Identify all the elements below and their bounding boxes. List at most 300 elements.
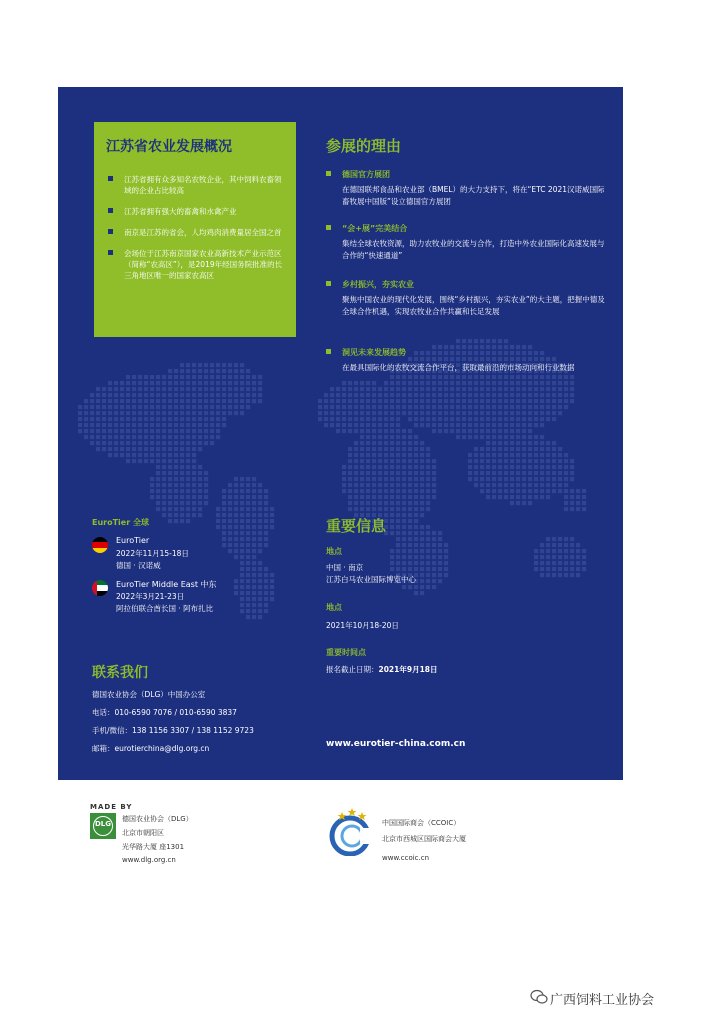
map-dot <box>456 429 460 433</box>
map-dot <box>216 411 220 415</box>
map-dot <box>402 441 406 445</box>
map-dot <box>528 375 532 379</box>
map-dot <box>258 483 262 487</box>
deadline-line: 报名截止日期：2021年9月18日 <box>326 665 438 674</box>
map-dot <box>240 495 244 499</box>
map-dot <box>516 483 520 487</box>
map-dot <box>558 537 562 541</box>
map-dot <box>522 441 526 445</box>
map-dot <box>138 411 142 415</box>
map-dot <box>504 465 508 469</box>
map-dot <box>366 447 370 451</box>
map-dot <box>258 597 262 601</box>
map-dot <box>552 381 556 385</box>
overview-item: 南京是江苏的省会，人均鸡肉消费量居全国之首 <box>106 227 284 238</box>
map-dot <box>540 417 544 421</box>
map-dot <box>492 417 496 421</box>
map-dot <box>444 549 448 553</box>
map-dot <box>468 453 472 457</box>
map-dot <box>360 429 364 433</box>
map-dot <box>222 537 226 541</box>
map-dot <box>420 447 424 451</box>
map-dot <box>258 603 262 607</box>
map-dot <box>432 537 436 541</box>
map-dot <box>150 393 154 397</box>
map-dot <box>252 549 256 553</box>
event-date: 2022年11月15-18日 <box>116 549 189 558</box>
map-dot <box>234 525 238 529</box>
map-dot <box>426 393 430 397</box>
map-dot <box>114 399 118 403</box>
map-dot <box>492 447 496 451</box>
map-dot <box>390 423 394 427</box>
overview-item: 江苏省拥有强大的畜禽和水禽产业 <box>106 206 284 217</box>
map-dot <box>492 381 496 385</box>
map-dot <box>492 387 496 391</box>
wechat-account-name: 广西饲料工业协会 <box>550 993 655 1008</box>
map-dot <box>162 465 166 469</box>
map-dot <box>462 375 466 379</box>
map-dot <box>474 429 478 433</box>
map-dot <box>462 411 466 415</box>
map-dot <box>342 381 346 385</box>
map-dot <box>240 561 244 565</box>
map-dot <box>240 543 244 547</box>
map-dot <box>156 459 160 463</box>
map-dot <box>120 429 124 433</box>
bullet-square-icon <box>326 281 331 286</box>
map-dot <box>252 501 256 505</box>
map-dot <box>186 423 190 427</box>
map-dot <box>90 411 94 415</box>
map-dot <box>114 393 118 397</box>
map-dot <box>420 579 424 583</box>
map-dot <box>258 549 262 553</box>
map-dot <box>96 417 100 421</box>
map-dot <box>216 417 220 421</box>
map-dot <box>450 411 454 415</box>
map-dot <box>570 477 574 481</box>
map-dot <box>246 567 250 571</box>
map-dot <box>414 465 418 469</box>
map-dot <box>378 459 382 463</box>
map-dot <box>396 531 400 535</box>
map-dot <box>216 525 220 529</box>
map-dot <box>258 609 262 613</box>
map-dot <box>366 489 370 493</box>
map-dot <box>162 477 166 481</box>
map-dot <box>228 549 232 553</box>
map-dot <box>210 423 214 427</box>
map-dot <box>210 429 214 433</box>
map-dot <box>264 495 268 499</box>
map-dot <box>336 393 340 397</box>
map-dot <box>498 489 502 493</box>
map-dot <box>234 489 238 493</box>
map-dot <box>570 495 574 499</box>
map-dot <box>342 483 346 487</box>
map-dot <box>474 423 478 427</box>
map-dot <box>444 411 448 415</box>
map-dot <box>558 405 562 409</box>
map-dot <box>360 447 364 451</box>
map-dot <box>390 549 394 553</box>
map-dot <box>246 393 250 397</box>
map-dot <box>156 387 160 391</box>
event-place: 德国 · 汉诺威 <box>116 561 161 570</box>
map-dot <box>240 513 244 517</box>
map-dot <box>438 393 442 397</box>
map-dot <box>372 459 376 463</box>
map-dot <box>450 423 454 427</box>
map-dot <box>552 405 556 409</box>
map-dot <box>252 513 256 517</box>
map-dot <box>414 495 418 499</box>
map-dot <box>486 435 490 439</box>
map-dot <box>186 375 190 379</box>
map-dot <box>366 411 370 415</box>
map-dot <box>564 555 568 559</box>
map-dot <box>414 507 418 511</box>
map-dot <box>360 471 364 475</box>
reason-heading: “会+展”完美结合 <box>326 223 606 234</box>
map-dot <box>546 405 550 409</box>
map-dot <box>402 549 406 553</box>
map-dot <box>546 441 550 445</box>
map-dot <box>408 459 412 463</box>
map-dot <box>138 381 142 385</box>
map-dot <box>426 381 430 385</box>
location-line1: 中国 · 南京 <box>326 563 364 572</box>
map-dot <box>354 483 358 487</box>
map-dot <box>198 393 202 397</box>
map-dot <box>582 501 586 505</box>
map-dot <box>390 513 394 517</box>
map-dot <box>396 495 400 499</box>
map-dot <box>264 543 268 547</box>
map-dot <box>180 453 184 457</box>
map-dot <box>480 423 484 427</box>
map-dot <box>432 531 436 535</box>
map-dot <box>558 573 562 577</box>
map-dot <box>420 525 424 529</box>
map-dot <box>96 405 100 409</box>
map-dot <box>450 387 454 391</box>
map-dot <box>168 411 172 415</box>
map-dot <box>168 429 172 433</box>
map-dot <box>270 591 274 595</box>
map-dot <box>222 369 226 373</box>
map-dot <box>258 543 262 547</box>
map-dot <box>444 393 448 397</box>
map-dot <box>564 567 568 571</box>
map-dot <box>546 477 550 481</box>
map-dot <box>408 483 412 487</box>
map-dot <box>168 393 172 397</box>
map-dot <box>558 375 562 379</box>
map-dot <box>126 399 130 403</box>
map-dot <box>408 441 412 445</box>
map-dot <box>348 459 352 463</box>
map-dot <box>204 363 208 367</box>
map-dot <box>408 495 412 499</box>
map-dot <box>138 459 142 463</box>
map-dot <box>180 483 184 487</box>
map-dot <box>426 543 430 547</box>
bullet-square-icon <box>108 176 113 181</box>
map-dot <box>552 459 556 463</box>
map-dot <box>120 447 124 451</box>
map-dot <box>534 447 538 451</box>
map-dot <box>546 573 550 577</box>
map-dot <box>546 543 550 547</box>
map-dot <box>582 549 586 553</box>
map-dot <box>552 549 556 553</box>
map-dot <box>528 459 532 463</box>
map-dot <box>144 405 148 409</box>
map-dot <box>234 555 238 559</box>
map-dot <box>264 531 268 535</box>
map-dot <box>204 417 208 421</box>
map-dot <box>174 471 178 475</box>
map-dot <box>198 483 202 487</box>
map-dot <box>438 555 442 559</box>
map-dot <box>90 441 94 445</box>
map-dot <box>156 393 160 397</box>
map-dot <box>396 417 400 421</box>
map-dot <box>534 567 538 571</box>
map-dot <box>336 417 340 421</box>
map-dot <box>246 609 250 613</box>
map-dot <box>372 393 376 397</box>
map-dot <box>144 429 148 433</box>
map-dot <box>396 381 400 385</box>
map-dot <box>198 471 202 475</box>
map-dot <box>264 609 268 613</box>
map-dot <box>516 429 520 433</box>
map-dot <box>258 381 262 385</box>
map-dot <box>492 429 496 433</box>
map-dot <box>426 549 430 553</box>
map-dot <box>150 447 154 451</box>
map-dot <box>114 423 118 427</box>
map-dot <box>186 429 190 433</box>
website-link[interactable]: www.eurotier-china.com.cn <box>326 739 466 749</box>
map-dot <box>444 375 448 379</box>
map-dot <box>408 399 412 403</box>
contact-org: 德国农业协会（DLG）中国办公室 <box>92 690 206 699</box>
map-dot <box>474 459 478 463</box>
map-dot <box>438 411 442 415</box>
map-dot <box>162 471 166 475</box>
map-dot <box>534 423 538 427</box>
map-dot <box>528 495 532 499</box>
map-dot <box>486 465 490 469</box>
map-dot <box>576 573 580 577</box>
map-dot <box>216 381 220 385</box>
map-dot <box>198 417 202 421</box>
map-dot <box>402 543 406 547</box>
map-dot <box>516 477 520 481</box>
map-dot <box>156 405 160 409</box>
map-dot <box>180 369 184 373</box>
map-dot <box>570 561 574 565</box>
map-dot <box>222 531 226 535</box>
map-dot <box>108 441 112 445</box>
map-dot <box>156 417 160 421</box>
map-dot <box>144 393 148 397</box>
map-dot <box>504 423 508 427</box>
map-dot <box>204 489 208 493</box>
map-dot <box>408 555 412 559</box>
map-dot <box>204 501 208 505</box>
map-dot <box>186 387 190 391</box>
map-dot <box>396 471 400 475</box>
map-dot <box>480 387 484 391</box>
map-dot <box>222 543 226 547</box>
map-dot <box>210 411 214 415</box>
map-dot <box>192 513 196 517</box>
map-dot <box>228 399 232 403</box>
map-dot <box>240 405 244 409</box>
map-dot <box>414 471 418 475</box>
map-dot <box>264 513 268 517</box>
map-dot <box>222 393 226 397</box>
map-dot <box>186 369 190 373</box>
map-dot <box>378 447 382 451</box>
map-dot <box>540 465 544 469</box>
map-dot <box>420 417 424 421</box>
map-dot <box>552 537 556 541</box>
map-dot <box>198 429 202 433</box>
map-dot <box>486 453 490 457</box>
map-dot <box>402 585 406 589</box>
map-dot <box>456 393 460 397</box>
map-dot <box>324 411 328 415</box>
map-dot <box>174 501 178 505</box>
map-dot <box>552 573 556 577</box>
map-dot <box>522 453 526 457</box>
map-dot <box>180 477 184 481</box>
map-dot <box>162 393 166 397</box>
map-dot <box>354 447 358 451</box>
map-dot <box>522 477 526 481</box>
map-dot <box>510 399 514 403</box>
map-dot <box>198 405 202 409</box>
map-dot <box>552 399 556 403</box>
map-dot <box>234 507 238 511</box>
map-dot <box>582 489 586 493</box>
map-dot <box>348 399 352 403</box>
map-dot <box>234 591 238 595</box>
map-dot <box>144 441 148 445</box>
map-dot <box>402 453 406 457</box>
map-dot <box>414 525 418 529</box>
map-dot <box>576 561 580 565</box>
map-dot <box>156 399 160 403</box>
map-dot <box>486 399 490 403</box>
map-dot <box>78 411 82 415</box>
map-dot <box>186 465 190 469</box>
map-dot <box>186 393 190 397</box>
map-dot <box>534 387 538 391</box>
map-dot <box>432 417 436 421</box>
map-dot <box>390 561 394 565</box>
map-dot <box>540 489 544 493</box>
map-dot <box>402 381 406 385</box>
map-dot <box>132 429 136 433</box>
deadline-label: 重要时间点 <box>326 648 366 657</box>
map-dot <box>582 567 586 571</box>
map-dot <box>192 435 196 439</box>
map-dot <box>564 537 568 541</box>
map-dot <box>504 489 508 493</box>
map-dot <box>402 471 406 475</box>
map-dot <box>210 405 214 409</box>
map-dot <box>204 441 208 445</box>
map-dot <box>354 489 358 493</box>
map-dot <box>426 531 430 535</box>
map-dot <box>408 429 412 433</box>
map-dot <box>468 471 472 475</box>
map-dot <box>222 501 226 505</box>
map-dot <box>420 489 424 493</box>
map-dot <box>96 447 100 451</box>
map-dot <box>378 501 382 505</box>
map-dot <box>528 423 532 427</box>
map-dot <box>96 411 100 415</box>
map-dot <box>138 417 142 421</box>
map-dot <box>402 495 406 499</box>
map-dot <box>402 567 406 571</box>
map-dot <box>240 369 244 373</box>
map-dot <box>168 471 172 475</box>
map-dot <box>438 399 442 403</box>
map-dot <box>564 549 568 553</box>
uae-flag-icon <box>92 580 108 596</box>
map-dot <box>558 381 562 385</box>
map-dot <box>240 567 244 571</box>
map-dot <box>222 417 226 421</box>
map-dot <box>186 399 190 403</box>
map-dot <box>486 387 490 391</box>
map-dot <box>390 459 394 463</box>
map-dot <box>486 393 490 397</box>
map-dot <box>390 393 394 397</box>
map-dot <box>576 549 580 553</box>
map-dot <box>264 585 268 589</box>
map-dot <box>510 489 514 493</box>
map-dot <box>510 441 514 445</box>
map-dot <box>348 411 352 415</box>
map-dot <box>384 489 388 493</box>
map-dot <box>102 411 106 415</box>
map-dot <box>180 387 184 391</box>
map-dot <box>228 519 232 523</box>
map-dot <box>546 489 550 493</box>
map-dot <box>408 405 412 409</box>
map-dot <box>366 501 370 505</box>
map-dot <box>234 585 238 589</box>
map-dot <box>420 513 424 517</box>
map-dot <box>402 531 406 535</box>
map-dot <box>384 495 388 499</box>
contact-email[interactable]: 邮箱：eurotierchina@dlg.org.cn <box>92 744 210 753</box>
map-dot <box>222 375 226 379</box>
map-dot <box>420 531 424 535</box>
map-dot <box>534 549 538 553</box>
map-dot <box>498 423 502 427</box>
